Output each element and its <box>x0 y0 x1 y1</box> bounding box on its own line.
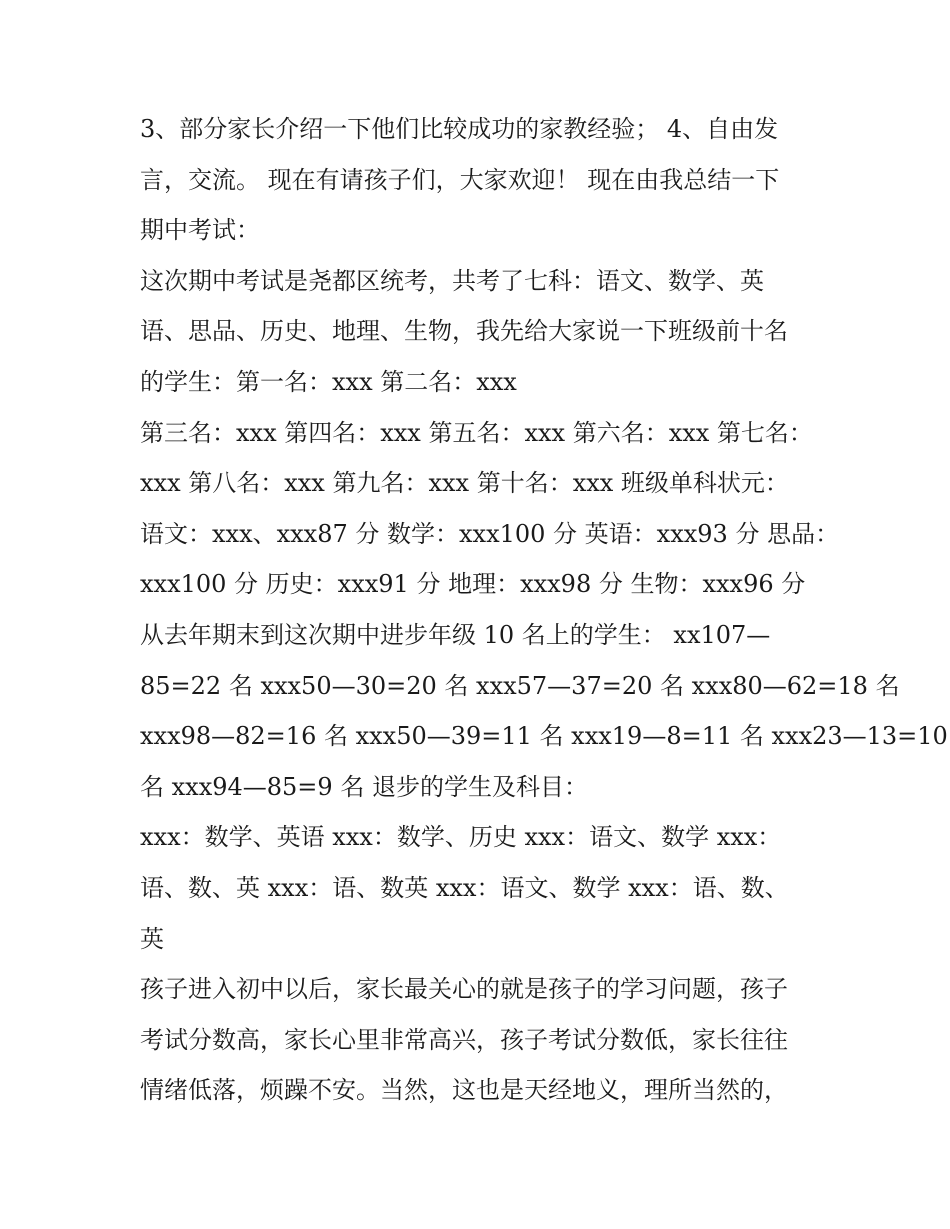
text-line: 语、数、英 xxx：语、数英 xxx：语文、数学 xxx：语、数、 <box>140 873 789 902</box>
text-line: 85=22 名 xxx50—30=20 名 xxx57—37=20 名 xxx80—62=18 名 <box>140 671 900 700</box>
text-line: 从去年期末到这次期中进步年级 10 名上的学生： xx107— <box>140 620 771 649</box>
text-line: 考试分数高，家长心里非常高兴，孩子考试分数低，家长往往 <box>140 1025 788 1054</box>
text-line: 语文：xxx、xxx87 分 数学：xxx100 分 英语：xxx93 分 思品： <box>140 519 840 548</box>
text-line: 第三名：xxx 第四名：xxx 第五名：xxx 第六名：xxx 第七名： <box>140 418 813 447</box>
text-line: 的学生：第一名：xxx 第二名：xxx <box>140 367 517 396</box>
text-line: 语、思品、历史、地理、生物，我先给大家说一下班级前十名 <box>140 317 788 346</box>
text-line: xxx100 分 历史：xxx91 分 地理：xxx98 分 生物：xxx96 分 <box>140 570 806 599</box>
text-line: 孩子进入初中以后，家长最关心的就是孩子的学习问题，孩子 <box>140 975 788 1004</box>
text-line: 言，交流。 现在有请孩子们，大家欢迎！ 现在由我总结一下 <box>140 165 780 194</box>
text-line: 名 xxx94—85=9 名 退步的学生及科目： <box>140 772 588 801</box>
text-line: 3、部分家长介绍一下他们比较成功的家教经验； 4、自由发 <box>140 115 779 143</box>
text-line: 这次期中考试是尧都区统考，共考了七科：语文、数学、英 <box>140 266 764 295</box>
text-line: xxx98—82=16 名 xxx50—39=11 名 xxx19—8=11 名 xxx23—13=10 <box>140 722 948 751</box>
text-line: 情绪低落，烦躁不安。当然，这也是天经地义，理所当然的， <box>140 1076 788 1105</box>
document-body <box>140 104 948 1116</box>
text-line: xxx：数学、英语 xxx：数学、历史 xxx：语文、数学 xxx： <box>140 823 782 852</box>
text-line: 英 <box>140 924 164 953</box>
text-line: 期中考试： <box>140 216 260 245</box>
text-line: xxx 第八名：xxx 第九名：xxx 第十名：xxx 班级单科状元： <box>140 469 789 498</box>
